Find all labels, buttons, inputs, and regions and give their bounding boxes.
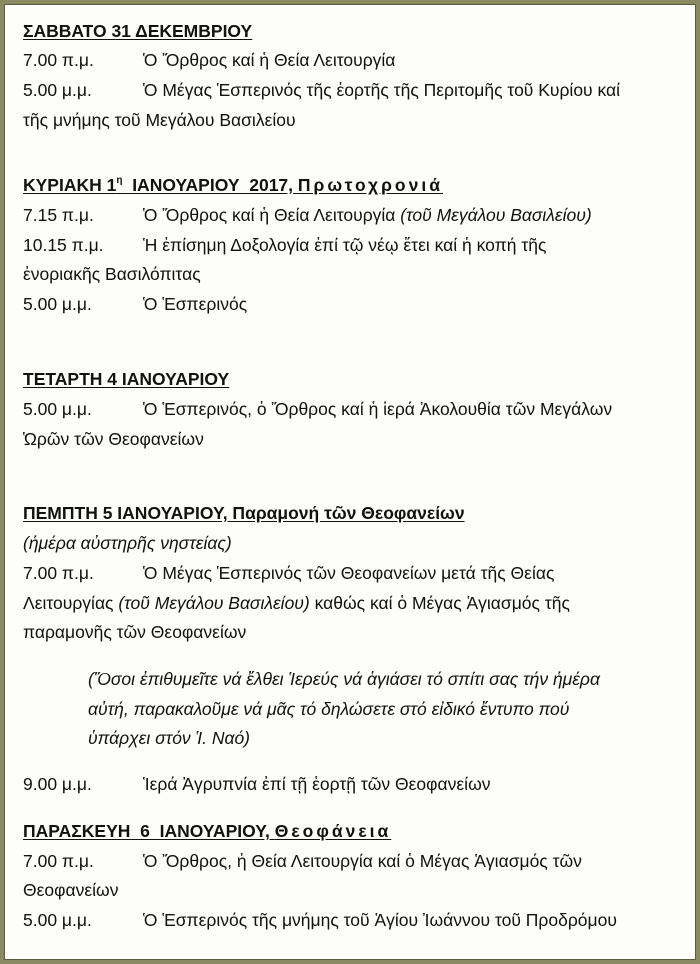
entry-italic-text: (τοῦ Μεγάλου Βασιλείου) xyxy=(118,593,310,613)
announcement-line: αὐτή, παρακαλοῦμε νά μᾶς τό δηλώσετε στό εἰδικό ἔντυπο πού xyxy=(88,699,570,719)
page-frame xyxy=(4,4,696,960)
entry-continuation: ἐνοριακῆς Βασιλόπιτας xyxy=(23,264,201,284)
heading-text: ΚΥΡΙΑΚΗ 1 xyxy=(23,175,117,195)
entry-text: Ὁ Ἑσπερινός xyxy=(143,294,248,314)
entry-continuation: παραμονῆς τῶν Θεοφανείων xyxy=(23,622,247,642)
heading-text: ΙΑΝΟΥΑΡΙΟΥ 2017, xyxy=(122,175,298,195)
entry-text: καθώς καί ὁ Μέγας Ἁγιασμός τῆς xyxy=(309,593,570,613)
entry-continuation xyxy=(23,591,683,615)
entry-time: 7.00 π.μ. xyxy=(23,851,94,871)
entry-text: Ὁ Ὄρθρος καί ἡ Θεία Λειτουργία xyxy=(143,205,401,225)
schedule-entry xyxy=(23,397,683,421)
section-heading-sunday xyxy=(23,173,683,197)
entry-text: Ἱερά Ἀγρυπνία ἐπί τῇ ἑορτῇ τῶν Θεοφανείων xyxy=(143,774,491,794)
schedule-entry xyxy=(23,48,683,72)
entry-time: 5.00 μ.μ. xyxy=(23,294,92,314)
heading-superscript: η xyxy=(116,175,123,187)
section-heading-friday xyxy=(23,819,683,843)
entry-text: Ὁ Ἑσπερινός, ὁ Ὄρθρος καί ἡ ἱερά Ἀκολουθία τῶν Μεγάλων xyxy=(143,399,613,419)
schedule-entry xyxy=(23,772,683,796)
entry-text: Ἡ ἐπίσημη Δοξολογία ἐπί τῷ νέῳ ἔτει καί ἡ κοπή τῆς xyxy=(143,235,547,255)
entry-continuation: Ὡρῶν τῶν Θεοφανείων xyxy=(23,429,204,449)
schedule-entry xyxy=(23,561,683,585)
entry-continuation: Θεοφανείων xyxy=(23,880,119,900)
schedule-entry xyxy=(23,908,683,932)
entry-text: Ὁ Μέγας Ἑσπερινός τῆς ἑορτῆς τῆς Περιτομῆς τοῦ Κυρίου καί xyxy=(143,80,621,100)
announcement-line: (Ὅσοι ἐπιθυμεῖτε νά ἔλθει Ἱερεύς νά ἁγιάσει τό σπίτι σας τήν ἡμέρα xyxy=(88,669,600,689)
announcement-line: ὑπάρχει στόν Ἱ. Ναό) xyxy=(88,728,251,748)
heading-text: ΠΑΡΑΣΚΕΥΗ 6 ΙΑΝΟΥΑΡΙΟΥ, xyxy=(23,821,275,841)
entry-time: 5.00 μ.μ. xyxy=(23,910,92,930)
entry-time: 9.00 μ.μ. xyxy=(23,774,92,794)
schedule-entry xyxy=(23,203,683,227)
entry-text: Ὁ Μέγας Ἑσπερινός τῶν Θεοφανείων μετά τῆς Θείας xyxy=(143,563,555,583)
entry-time: 10.15 π.μ. xyxy=(23,235,104,255)
schedule-document xyxy=(5,5,697,961)
entry-italic-text: (τοῦ Μεγάλου Βασιλείου) xyxy=(400,205,592,225)
entry-time: 7.15 π.μ. xyxy=(23,205,94,225)
entry-text: Ὁ Ὄρθρος καί ἡ Θεία Λειτουργία xyxy=(143,50,396,70)
section-heading-wednesday: ΤΕΤΑΡΤΗ 4 ΙΑΝΟΥΑΡΙΟΥ xyxy=(23,369,230,389)
entry-time: 7.00 π.μ. xyxy=(23,50,94,70)
schedule-entry xyxy=(23,78,683,102)
entry-text: Ὁ Ὄρθρος, ἡ Θεία Λειτουργία καί ὁ Μέγας Ἁγιασμός τῶν xyxy=(143,851,582,871)
entry-text: Ὁ Ἑσπερινός τῆς μνήμης τοῦ Ἁγίου Ἰωάννου τοῦ Προδρόμου xyxy=(143,910,617,930)
entry-continuation: τῆς μνήμης τοῦ Μεγάλου Βασιλείου xyxy=(23,110,296,130)
heading-spaced-text: Πρωτοχρονιά xyxy=(297,175,443,195)
schedule-entry xyxy=(23,233,683,257)
entry-time: 7.00 π.μ. xyxy=(23,563,94,583)
entry-text: Λειτουργίας xyxy=(23,593,119,613)
schedule-entry xyxy=(23,849,683,873)
heading-spaced-text: Θεοφάνεια xyxy=(274,821,392,841)
schedule-entry xyxy=(23,292,683,316)
entry-time: 5.00 μ.μ. xyxy=(23,80,92,100)
section-heading-saturday: ΣΑΒΒΑΤΟ 31 ΔΕΚΕΜΒΡΙΟΥ xyxy=(23,21,253,41)
entry-time: 5.00 μ.μ. xyxy=(23,399,92,419)
section-heading-thursday: ΠΕΜΠΤΗ 5 ΙΑΝΟΥΑΡΙΟΥ, Παραμονή τῶν Θεοφανείων xyxy=(23,503,465,523)
fasting-note: (ἡμέρα αὐστηρῆς νηστείας) xyxy=(23,533,232,553)
